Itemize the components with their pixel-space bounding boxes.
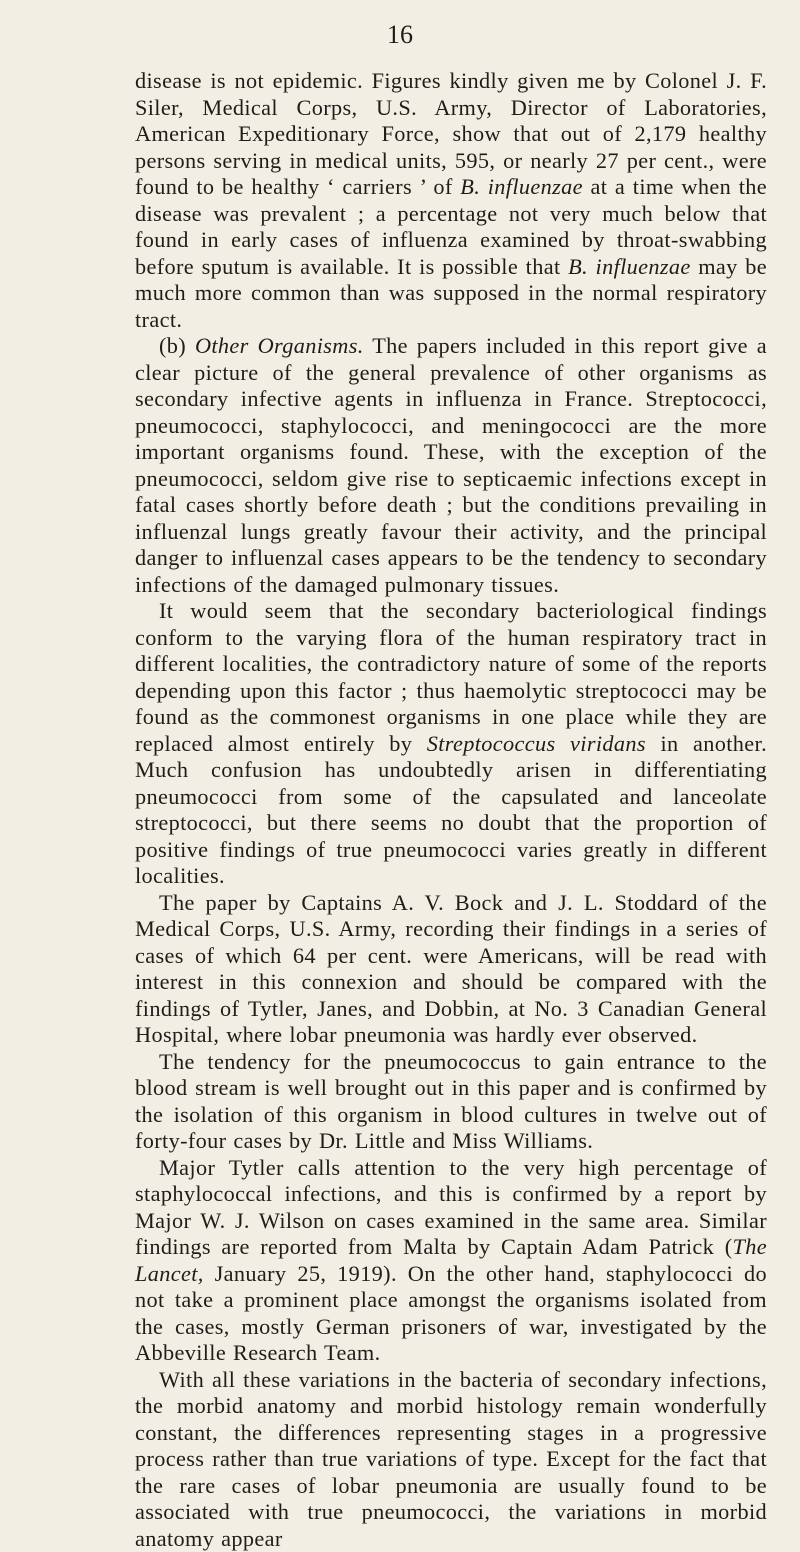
paragraph	[135, 333, 767, 598]
paragraph	[135, 890, 767, 1049]
paragraph-text: Major Tytler calls attention to the very high percentage of staphylococcal infections, and this is confirmed by a report by Major W. J. Wilson on cases examined in the same area. Similar findings are reported from Malta by Captain Adam Patrick (	[135, 1155, 767, 1260]
paragraph-text: The tendency for the pneumococcus to gain entrance to the blood stream is well brought out in this paper and is confirmed by the isolation of this organism in blood cultures in twelve out of forty-four cases by Dr. Little and Miss Williams.	[135, 1049, 767, 1154]
paragraph	[135, 598, 767, 890]
paragraph-text: (b)	[159, 333, 195, 358]
paragraph-text: It would seem that the secondary bacteriological findings conform to the varying flora of the human respiratory tract in different localities, the contradictory nature of some of the reports depending upon this factor ; thus haemolytic streptococci may be found as the commonest organisms in one place while they are replaced almost entirely by	[135, 598, 767, 756]
paragraph	[135, 1049, 767, 1155]
paragraph-text: With all these variations in the bacteria of secondary infections, the morbid anatomy and morbid histology remain wonderfully constant, the differences representing stages in a progressive process rather than true variations of type. Except for the fact that the rare cases of lobar pneumonia are usually found to be associated with true pneumococci, the variations in morbid anatomy appear	[135, 1367, 767, 1551]
paragraph	[135, 68, 767, 333]
paragraph-text: at a time when the disease was prevalent ; a percentage not very much below that found in early cases of influenza examined by throat-swabbing before sputum is available. It is possible that	[135, 174, 767, 279]
paragraph-text: January 25, 1919). On the other hand, staphylococci do not take a prominent place amongst the organisms isolated from the cases, mostly German prisoners of war, investigated by the Abbeville Research Team.	[135, 1261, 767, 1366]
italic-text: B. influenzae	[568, 254, 691, 279]
italic-text: The Lancet,	[135, 1234, 767, 1286]
italic-text: B. influenzae	[460, 174, 583, 199]
paragraph-text: disease is not epidemic. Figures kindly given me by Colonel J. F. Siler, Medical Corps, U.S. Army, Director of Laboratories, American Expeditionary Force, show that out of 2,179 healthy persons serving in medical units, 595, or nearly 27 per cent., were found to be healthy ‘ carriers ’ of	[135, 68, 767, 199]
paragraph	[135, 1367, 767, 1552]
page-number: 16	[0, 20, 800, 50]
paragraph	[135, 1155, 767, 1367]
paragraph-text: in another. Much confusion has undoubtedly arisen in differentiating pneumococci from some of the capsulated and lanceolate streptococci, but there seems no doubt that the proportion of positive findings of true pneumococci varies greatly in different localities.	[135, 731, 767, 889]
paragraph-text: may be much more common than was supposed in the normal respiratory tract.	[135, 254, 767, 332]
body-text	[135, 68, 767, 1552]
italic-text: Other Organisms.	[195, 333, 364, 358]
paragraph-text: The papers included in this report give a clear picture of the general prevalence of other organisms as secondary infective agents in influenza in France. Streptococci, pneumococci, staphylococci, and meningococci are the more important organisms found. These, with the exception of the pneumococci, seldom give rise to septicaemic infections except in fatal cases shortly before death ; but the conditions prevailing in influenzal lungs greatly favour their activity, and the principal danger to influenzal cases appears to be the tendency to secondary infections of the damaged pulmonary tissues.	[135, 333, 767, 597]
paragraph-text: The paper by Captains A. V. Bock and J. L. Stoddard of the Medical Corps, U.S. Army, recording their findings in a series of cases of which 64 per cent. were Americans, will be read with interest in this connexion and should be compared with the findings of Tytler, Janes, and Dobbin, at No. 3 Canadian General Hospital, where lobar pneumonia was hardly ever observed.	[135, 890, 767, 1048]
italic-text: Streptococcus viridans	[427, 731, 646, 756]
